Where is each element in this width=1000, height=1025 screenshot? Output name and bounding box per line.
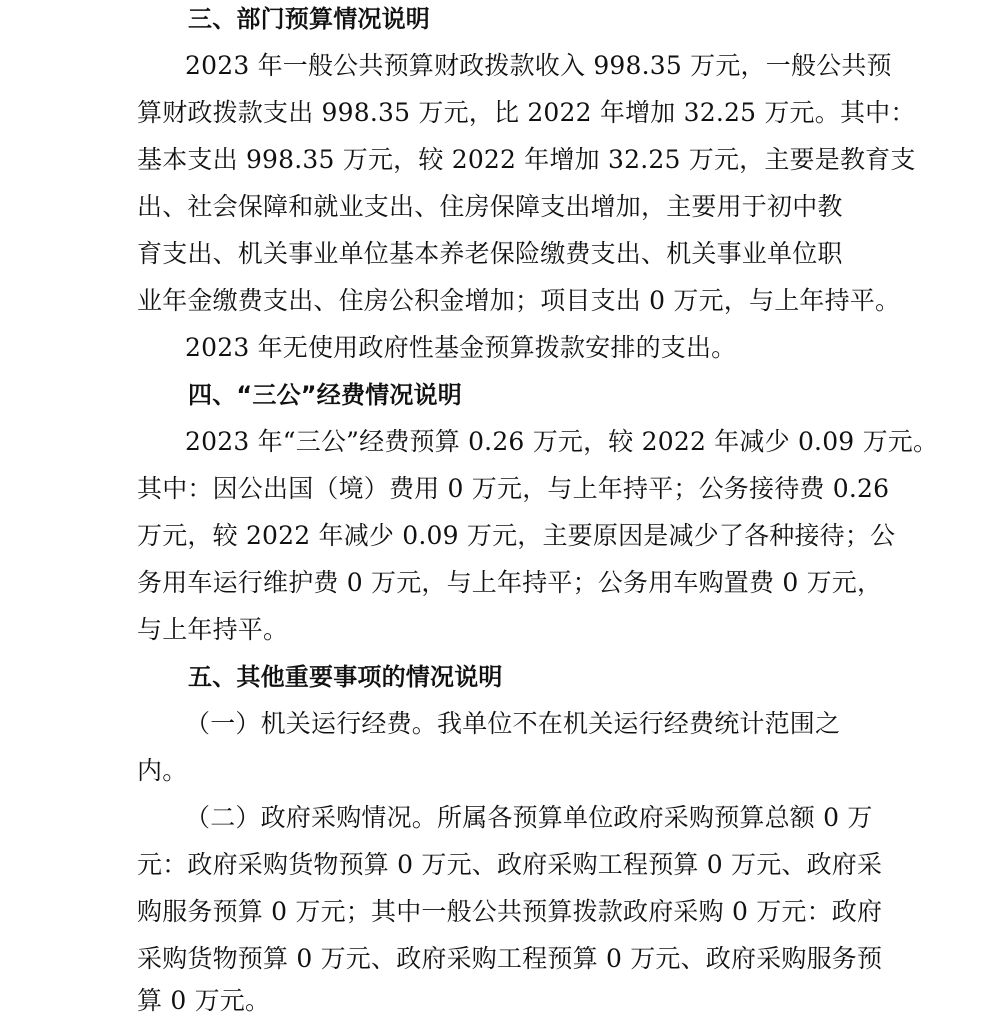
paragraph-line: 业年金缴费支出、住房公积金增加；项目支出 0 万元，与上年持平。 <box>137 286 901 315</box>
paragraph-line: 2023 年一般公共预算财政拨款收入 998.35 万元，一般公共预 <box>185 51 892 80</box>
paragraph-line: 与上年持平。 <box>137 615 289 644</box>
paragraph-line: 购服务预算 0 万元；其中一般公共预算拨款政府采购 0 万元：政府 <box>137 897 883 926</box>
paragraph-line: 2023 年“三公”经费预算 0.26 万元，较 2022 年减少 0.09 万元。 <box>185 427 939 456</box>
paragraph-line: 元：政府采购货物预算 0 万元、政府采购工程预算 0 万元、政府采 <box>137 850 883 879</box>
paragraph-line: 其中：因公出国（境）费用 0 万元，与上年持平；公务接待费 0.26 <box>137 474 890 503</box>
paragraph-line: 基本支出 998.35 万元，较 2022 年增加 32.25 万元，主要是教育支 <box>137 145 916 174</box>
section-heading-other-matters: 五、其他重要事项的情况说明 <box>188 663 503 691</box>
paragraph-line: 务用车运行维护费 0 万元，与上年持平；公务用车购置费 0 万元， <box>137 568 883 597</box>
paragraph-line: 出、社会保障和就业支出、住房保障支出增加，主要用于初中教 <box>137 192 843 221</box>
paragraph-line: 采购货物预算 0 万元、政府采购工程预算 0 万元、政府采购服务预 <box>137 944 883 973</box>
paragraph-line: 算 0 万元。 <box>137 986 271 1015</box>
paragraph-line: 2023 年无使用政府性基金预算拨款安排的支出。 <box>185 333 737 362</box>
section-heading-budget: 三、部门预算情况说明 <box>188 5 430 33</box>
paragraph-line: （二）政府采购情况。所属各预算单位政府采购预算总额 0 万 <box>185 803 873 832</box>
paragraph-line: 育支出、机关事业单位基本养老保险缴费支出、机关事业单位职 <box>137 239 843 268</box>
paragraph-line: （一）机关运行经费。我单位不在机关运行经费统计范围之 <box>185 709 841 738</box>
paragraph-line: 内。 <box>137 756 188 785</box>
paragraph-line: 算财政拨款支出 998.35 万元，比 2022 年增加 32.25 万元。其中： <box>137 98 916 127</box>
paragraph-line: 万元，较 2022 年减少 0.09 万元，主要原因是减少了各种接待；公 <box>137 521 896 550</box>
section-heading-three-public: 四、“三公”经费情况说明 <box>188 381 462 409</box>
